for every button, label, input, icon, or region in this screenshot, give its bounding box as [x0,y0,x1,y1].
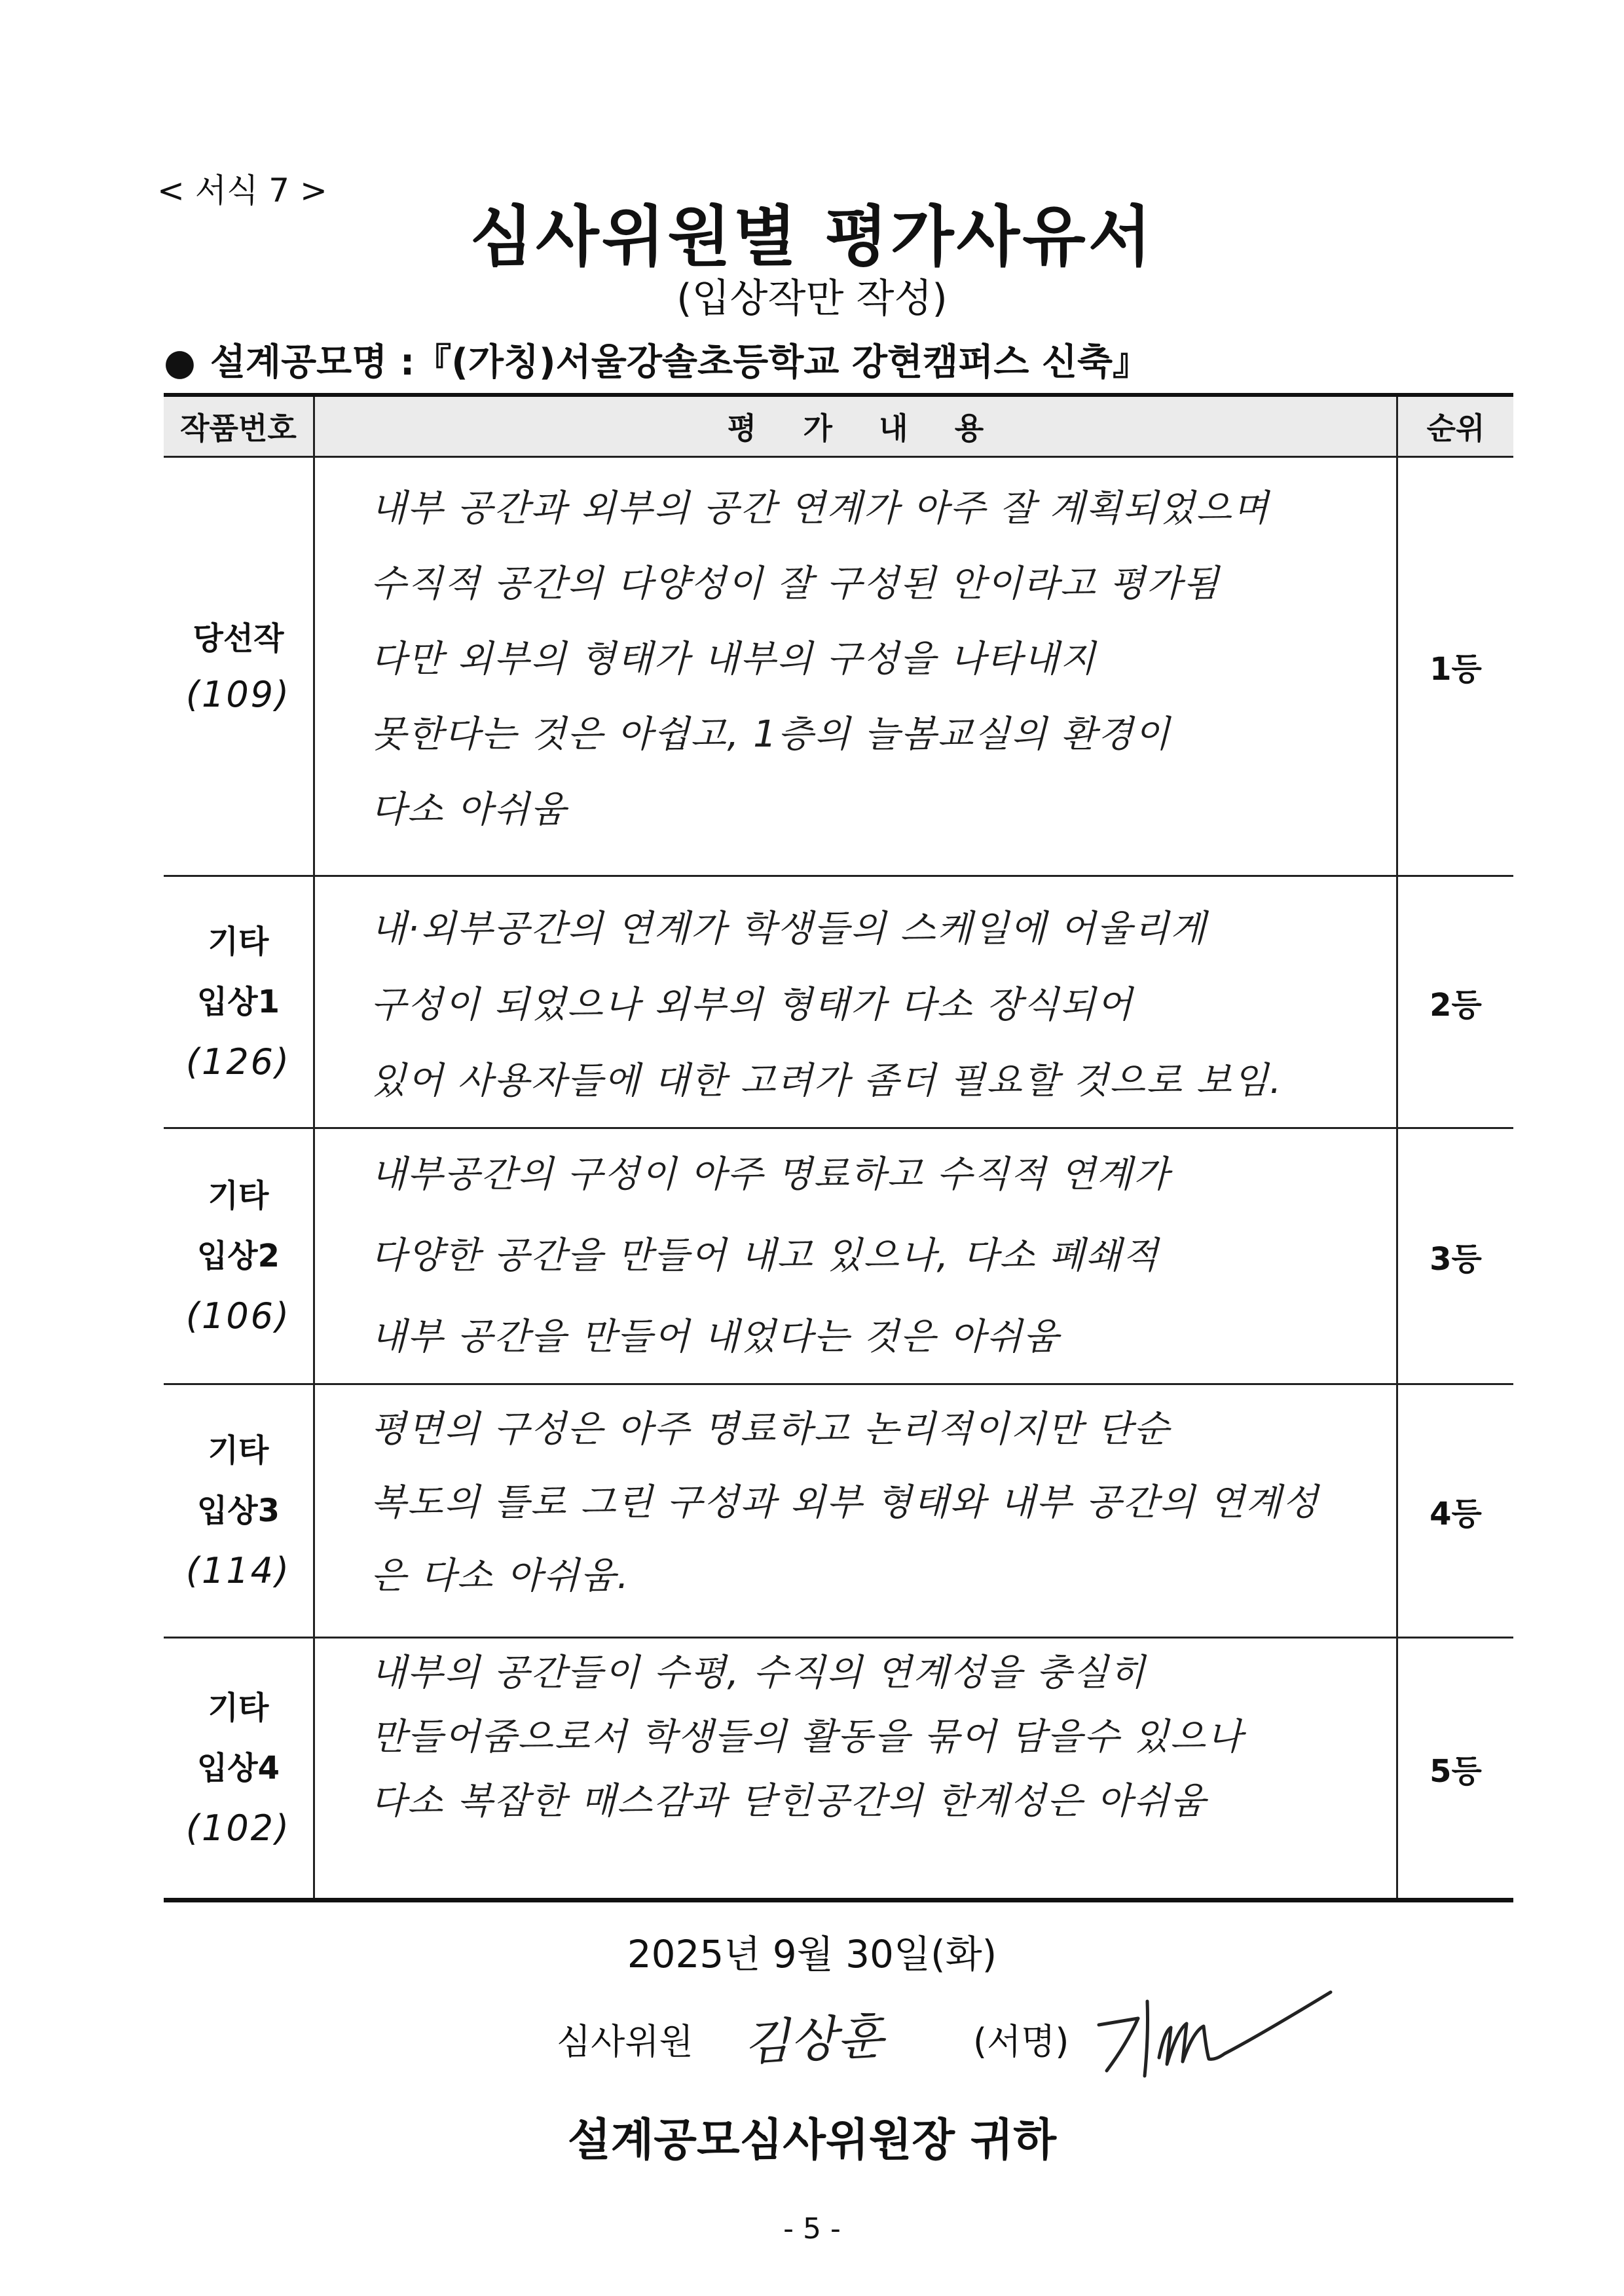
competition-label: 설계공모명 : [210,341,415,384]
competition-name-line [164,339,1149,386]
evaluation-line: 다소 아쉬움 [371,788,568,831]
entry-award: 입상3 [196,1492,280,1529]
entry-number: (102) [185,1807,291,1849]
evaluation-line: 못한다는 것은 아쉽고, 1층의 늘봄교실의 환경이 [371,713,1172,756]
header-evaluation-content-label: 평 가 내 용 [727,411,1002,446]
evaluation-line: 다만 외부의 형태가 내부의 구성을 나타내지 [371,638,1097,680]
entry-category: 기타 [208,1177,269,1214]
table-row [164,1129,1513,1385]
evaluation-table [164,393,1513,1902]
rank-cell: 1등 [1430,651,1482,688]
form-number-label: < 서식 7 > [157,172,327,210]
evaluation-line: 다소 복잡한 매스감과 닫힌공간의 한계성은 아쉬움 [371,1780,1208,1823]
entry-category: 기타 [208,923,269,960]
table-row [164,1639,1513,1898]
evaluation-content-cell [315,1639,1398,1898]
evaluation-line: 구성이 되었으나 외부의 형태가 다소 장식되어 [371,984,1134,1026]
signature-icon [1087,1984,1336,2089]
evaluation-line: 복도의 틀로 그린 구성과 외부 형태와 내부 공간의 연계성 [371,1481,1320,1524]
judge-handwritten-name: 김상훈 [741,2008,885,2072]
entry-number: (114) [185,1550,291,1591]
rank-cell: 3등 [1430,1240,1482,1278]
evaluation-line: 내부 공간을 만들어 내었다는 것은 아쉬움 [371,1316,1060,1358]
document-date: 2025년 9월 30일(화) [627,1932,997,1976]
table-row [164,877,1513,1129]
rank-cell: 5등 [1430,1752,1482,1790]
evaluation-content-cell [315,1385,1398,1637]
entry-label-cell [164,1129,315,1383]
entry-category: 당선작 [193,620,284,657]
document-title: 심사위원별 평가사유서 [470,198,1154,275]
entry-label-cell [164,1639,315,1898]
evaluation-line: 만들어줌으로서 학생들의 활동을 묶어 담을수 있으나 [371,1716,1244,1758]
header-rank: 순위 [1426,411,1485,446]
evaluation-content-cell [315,1129,1398,1383]
evaluation-line: 내부공간의 구성이 아주 명료하고 수직적 연계가 [371,1153,1170,1196]
header-entry-number: 작품번호 [164,397,315,456]
entry-category: 기타 [208,1432,269,1469]
entry-label-cell [164,877,315,1127]
entry-number: (106) [185,1295,291,1337]
evaluation-content-cell [315,458,1398,875]
table-row [164,1385,1513,1639]
entry-award: 입상1 [196,984,280,1020]
evaluation-line: 내부 공간과 외부의 공간 연계가 아주 잘 계획되었으며 [371,487,1270,530]
page-number: - 5 - [783,2212,841,2246]
evaluation-line: 내·외부공간의 연계가 학생들의 스케일에 어울리게 [371,908,1208,950]
evaluation-line: 있어 사용자들에 대한 고려가 좀더 필요할 것으로 보임. [371,1060,1283,1102]
rank-cell: 4등 [1430,1495,1482,1532]
entry-category: 기타 [208,1690,269,1726]
table-header-row [164,397,1513,458]
judge-role-label: 심사위원 [557,2021,693,2062]
evaluation-line: 수직적 공간의 다양성이 잘 구성된 안이라고 평가됨 [371,563,1220,605]
addressee-line: 설계공모심사위원장 귀하 [567,2115,1057,2166]
entry-label-cell [164,1385,315,1637]
entry-label-cell [164,458,315,875]
document-subtitle: (입상작만 작성) [676,276,948,322]
rank-cell: 2등 [1430,986,1482,1024]
entry-award: 입상4 [196,1750,280,1787]
evaluation-line: 은 다소 아쉬움. [371,1555,630,1597]
signature-label: (서명) [973,2021,1069,2062]
evaluation-line: 평면의 구성은 아주 명료하고 논리적이지만 단순 [371,1408,1170,1451]
evaluation-content-cell [315,877,1398,1127]
evaluation-line: 내부의 공간들이 수평, 수직의 연계성을 충실히 [371,1652,1147,1694]
evaluation-line: 다양한 공간을 만들어 내고 있으나, 다소 폐쇄적 [371,1234,1160,1277]
entry-number: (109) [185,673,291,715]
entry-number: (126) [185,1041,291,1083]
competition-name: 『(가칭)서울강솔초등학교 강현캠퍼스 신축』 [415,341,1150,384]
table-row [164,458,1513,877]
header-evaluation-content [315,397,1398,456]
bullet-icon: ● [164,341,196,384]
entry-award: 입상2 [196,1238,280,1274]
